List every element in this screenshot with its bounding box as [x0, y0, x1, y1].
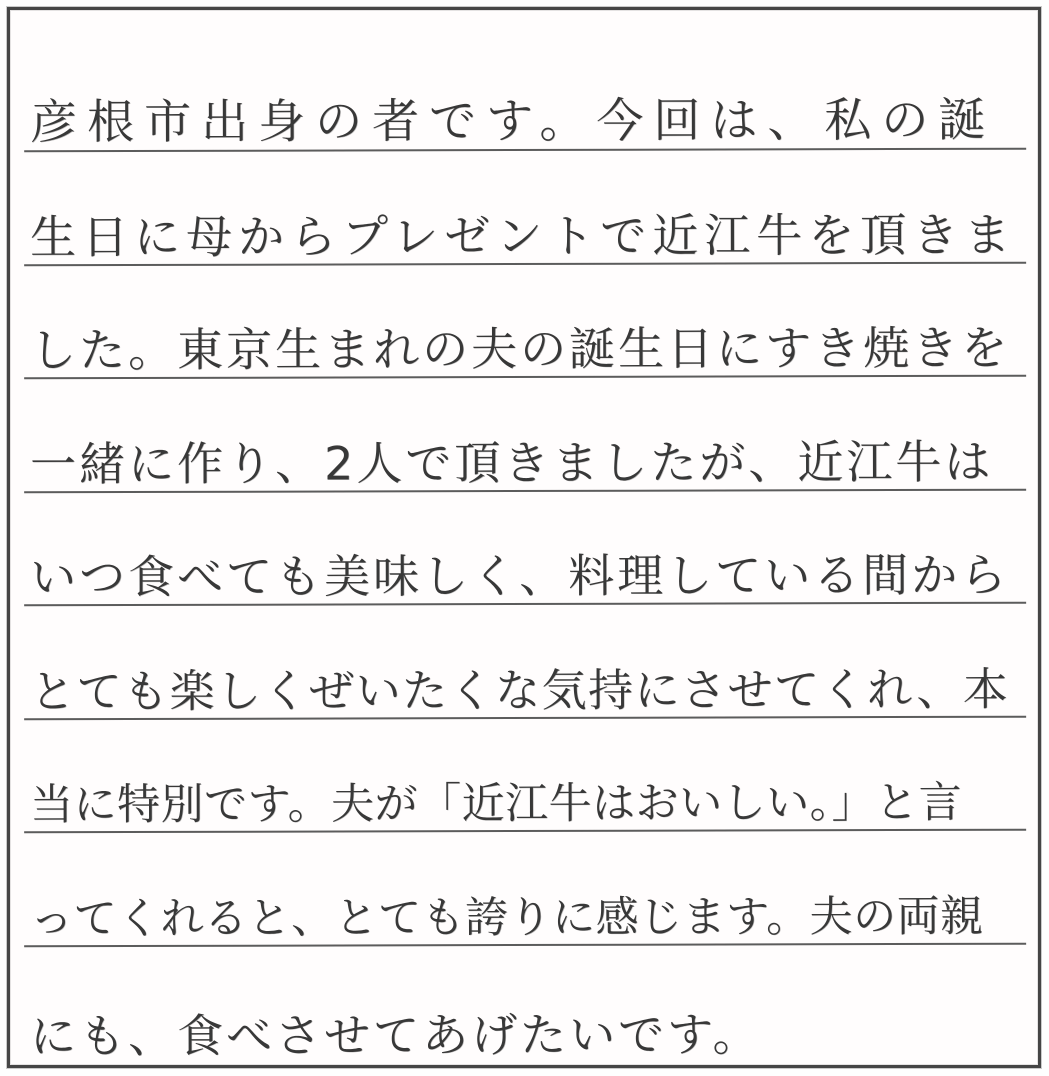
- handwritten-line-5: いつ食べても美味しく、料理している間から: [24, 490, 1026, 606]
- handwritten-line-4: 一緒に作り、2人で頂きましたが、近江牛は: [24, 376, 1026, 492]
- handwritten-line-3: した。東京生まれの夫の誕生日にすき焼きを: [24, 263, 1026, 379]
- handwritten-line-9: にも、食べさせてあげたいです。: [30, 1007, 762, 1063]
- handwritten-line-1: 彦根市出身の者です。今回は、私の誕: [24, 9, 1026, 152]
- handwritten-line-2: 生日に母からプレゼントで近江牛を頂きま: [24, 149, 1026, 265]
- paper-border-frame: [7, 7, 1041, 1068]
- handwritten-line-6: とても楽しくぜいたくな気持にさせてくれ、本: [24, 604, 1026, 720]
- handwritten-line-8: ってくれると、とても誇りに感じます。夫の両親: [24, 831, 1026, 947]
- handwriting-area: [24, 10, 1026, 1061]
- handwritten-line-7: 当に特別です。夫が「近江牛はおいしい。」と言: [24, 717, 1026, 833]
